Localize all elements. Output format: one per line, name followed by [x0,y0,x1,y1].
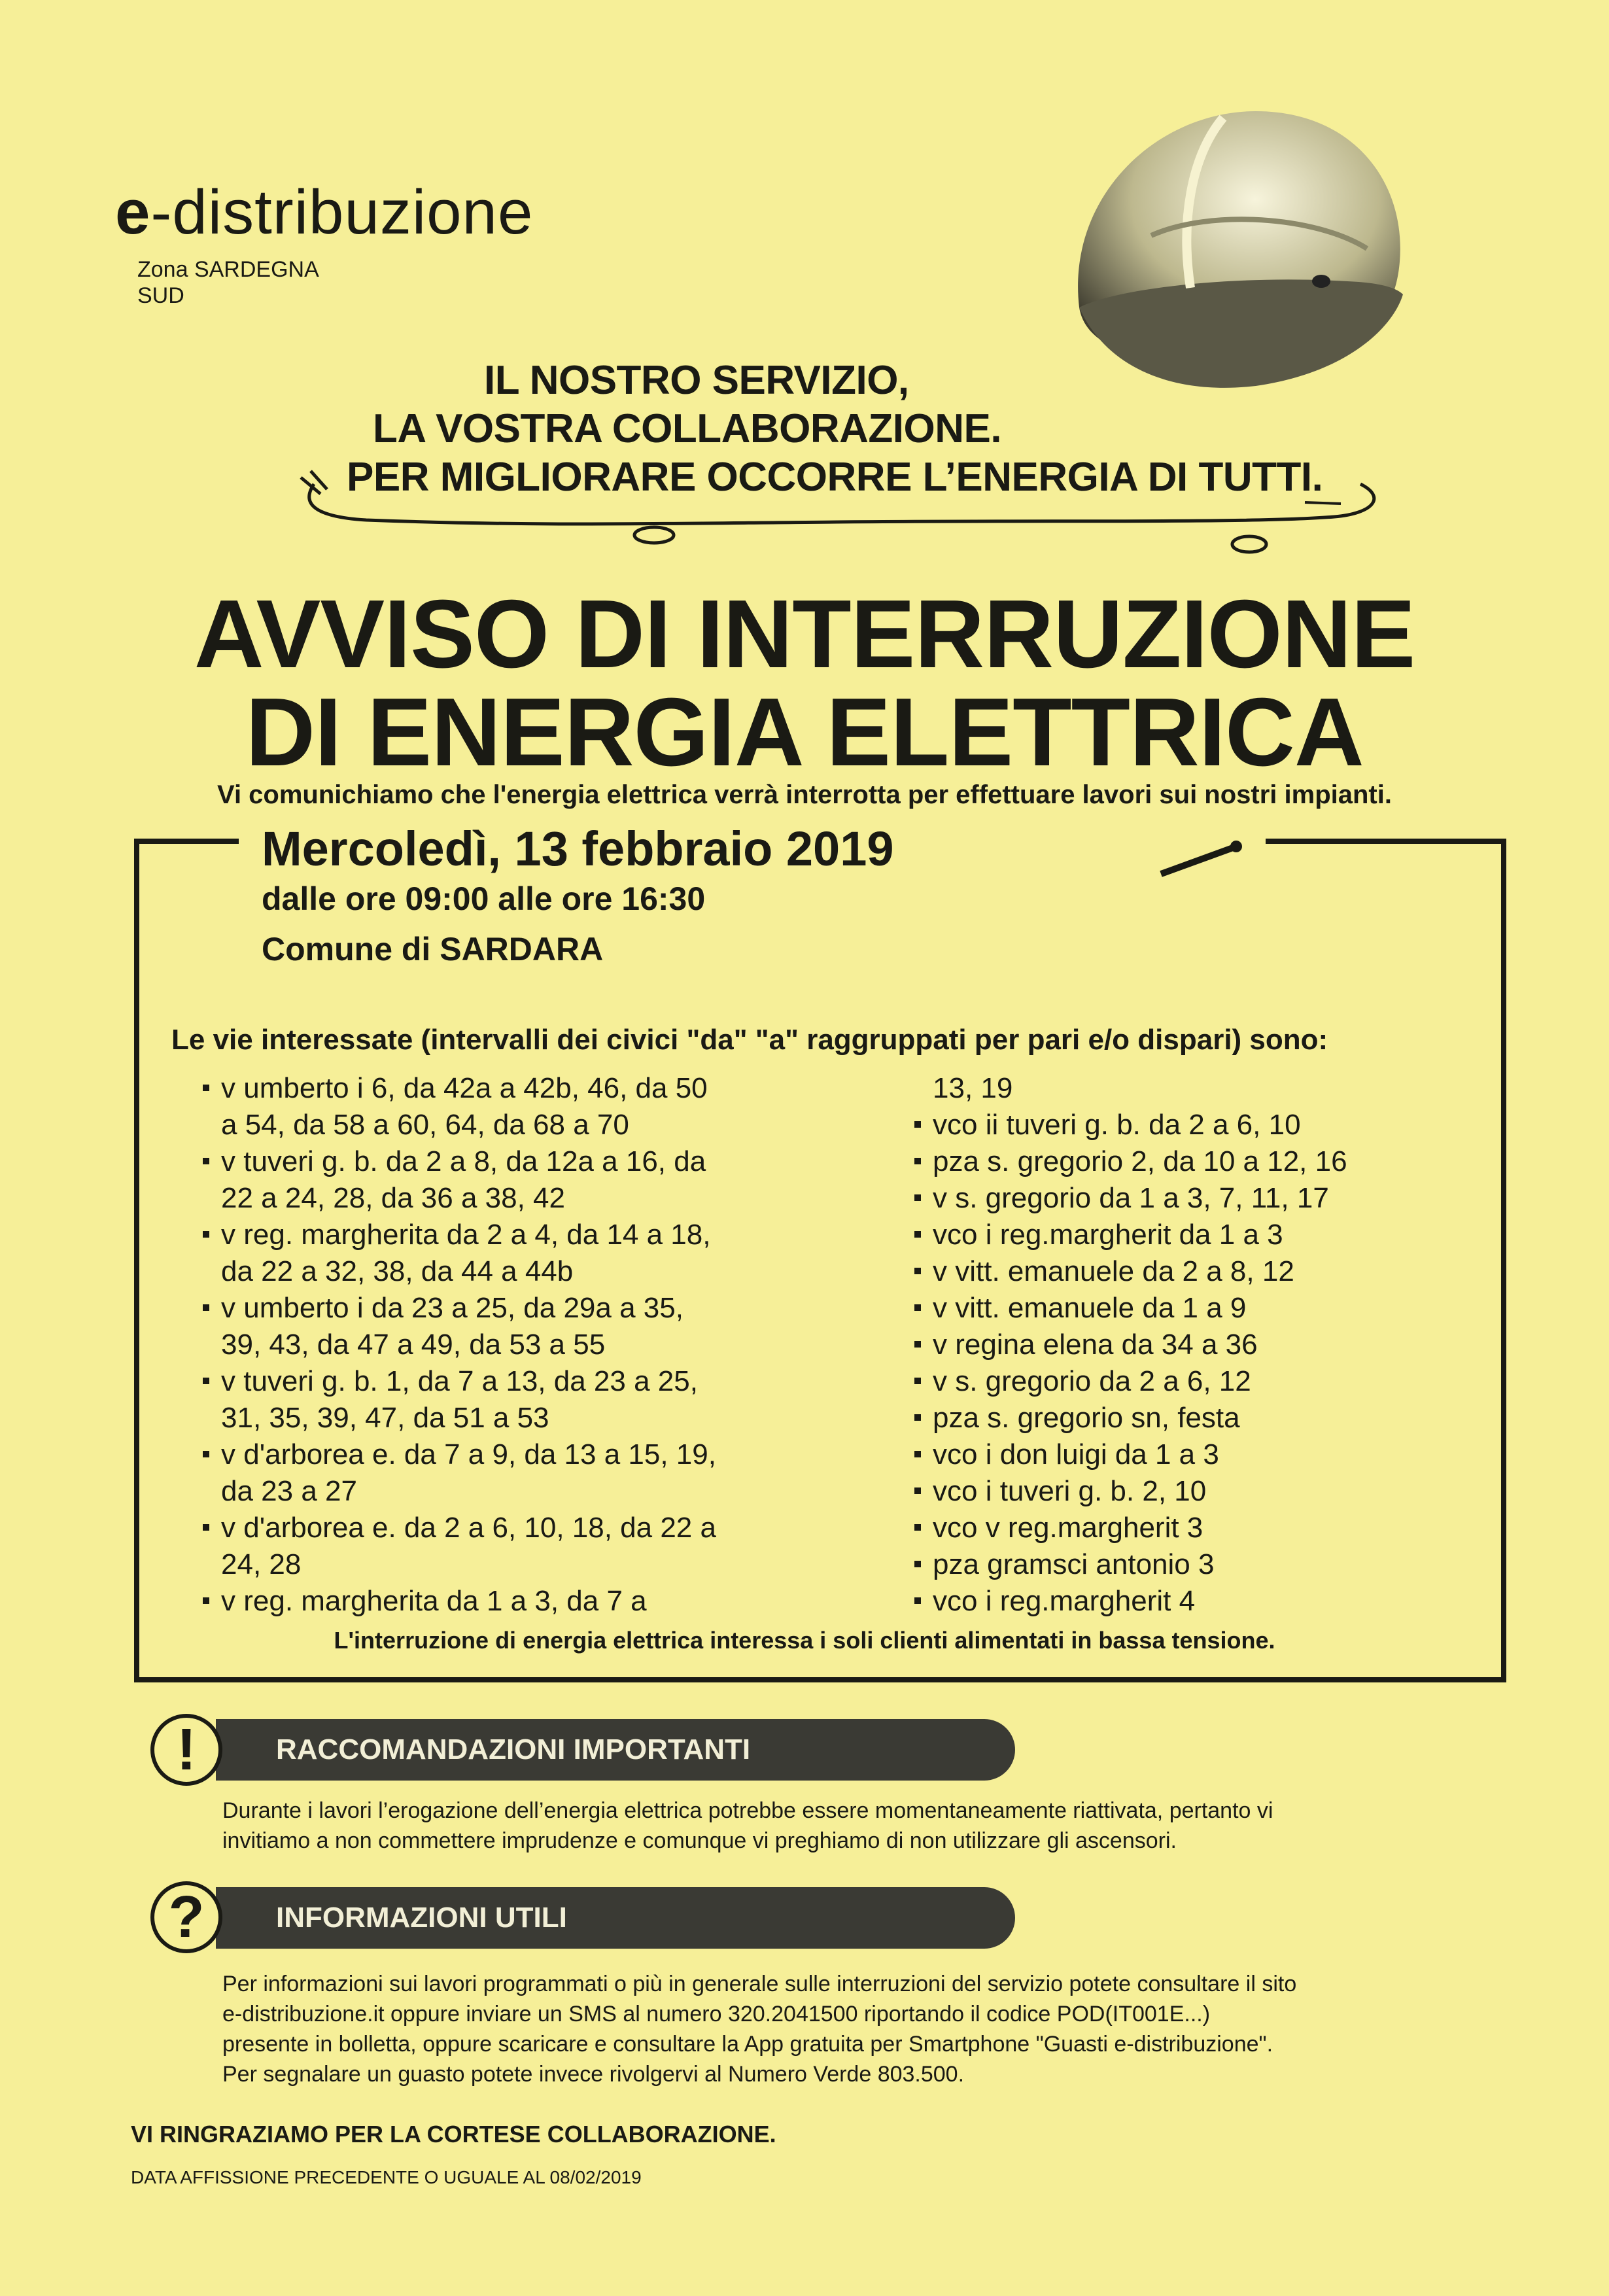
street-line: v umberto i 6, da 42a a 42b, 46, da 50 [221,1072,708,1104]
street-line: v d'arborea e. da 2 a 6, 10, 18, da 22 a [221,1512,716,1544]
street-continuation: 13, 19 [933,1072,1013,1104]
street-item [914,1400,1490,1436]
bullet [203,1158,209,1164]
bullet [914,1378,921,1384]
info-text [222,1969,1296,2089]
street-line: 31, 35, 39, 47, da 51 a 53 [221,1402,549,1434]
street-item [914,1546,1490,1583]
street-item [914,1436,1490,1473]
paragraph-line: Durante i lavori l’erogazione dell’energia elettrica potrebbe essere momentaneamente riattivata, pertanto vi [222,1798,1273,1823]
slogan-line-3: PER MIGLIORARE OCCORRE L’ENERGIA DI TUTTI. [347,455,1323,500]
bullet [914,1524,921,1531]
street-line: pza s. gregorio sn, festa [933,1402,1240,1434]
street-line: v reg. margherita da 2 a 4, da 14 a 18, [221,1219,711,1251]
street-line: v d'arborea e. da 7 a 9, da 13 a 15, 19, [221,1438,716,1470]
street-line: pza s. gregorio 2, da 10 a 12, 16 [933,1145,1347,1177]
street-line: vco ii tuveri g. b. da 2 a 6, 10 [933,1109,1301,1141]
street-item [914,1583,1490,1620]
zone-line-2: SUD [137,283,184,308]
street-line: v vitt. emanuele da 1 a 9 [933,1292,1247,1324]
bullet [203,1304,209,1311]
bullet [914,1451,921,1457]
street-item [203,1436,778,1510]
bullet [914,1487,921,1494]
street-item [914,1290,1490,1327]
street-line: 39, 43, da 47 a 49, da 53 a 55 [221,1329,606,1361]
street-line: v tuveri g. b. 1, da 7 a 13, da 23 a 25, [221,1365,698,1397]
low-voltage-note: L'interruzione di energia elettrica interessa i soli clienti alimentati in bassa tensione. [334,1627,1275,1654]
outage-comune: Comune di SARDARA [262,931,604,967]
street-line: vco i tuveri g. b. 2, 10 [933,1475,1207,1507]
bullet [203,1597,209,1604]
street-line: v s. gregorio da 1 a 3, 7, 11, 17 [933,1182,1329,1214]
street-line: da 22 a 32, 38, da 44 a 44b [221,1255,574,1287]
bullet [914,1561,921,1567]
bullet [914,1414,921,1421]
street-item [203,1583,778,1620]
street-item [914,1180,1490,1217]
bullet [203,1085,209,1091]
street-item [203,1510,778,1583]
bullet [203,1524,209,1531]
slogan-line-2: LA VOSTRA COLLABORAZIONE. [373,406,1002,451]
slogan-line-1: IL NOSTRO SERVIZIO, [484,358,909,403]
info-bar [216,1887,1015,1949]
title-line-2: DI ENERGIA ELETTRICA [245,678,1364,786]
paragraph-line: Per segnalare un guasto potete invece rivolgervi al Numero Verde 803.500. [222,2062,965,2087]
streets-heading: Le vie interessate (intervalli dei civici "da" "a" raggruppati per pari e/o dispari) sono: [171,1024,1328,1056]
brand-logo [115,177,533,249]
streets-column-1 [203,1070,778,1620]
outage-time: dalle ore 09:00 alle ore 16:30 [262,880,706,917]
street-item [203,1290,778,1363]
street-item [914,1253,1490,1290]
street-item [203,1363,778,1436]
street-line: vco i reg.margherit 4 [933,1585,1196,1617]
street-line: a 54, da 58 a 60, 64, da 68 a 70 [221,1109,629,1141]
street-line: v vitt. emanuele da 2 a 8, 12 [933,1255,1294,1287]
thanks-line: VI RINGRAZIAMO PER LA CORTESE COLLABORAZIONE. [131,2121,776,2148]
recommendations-title: RACCOMANDAZIONI IMPORTANTI [216,1719,1015,1781]
street-line: vco i don luigi da 1 a 3 [933,1438,1219,1470]
bullet [203,1451,209,1457]
paragraph-line: e-distribuzione.it oppure inviare un SMS al numero 320.2041500 riportando il codice POD(IT001E...) [222,2002,1211,2026]
bullet [914,1341,921,1348]
street-item [914,1217,1490,1253]
streets-column-2 [914,1070,1490,1620]
paragraph-line: Per informazioni sui lavori programmati o più in generale sulle interruzioni del servizio potete consultare il sito [222,1972,1297,1996]
street-line: v s. gregorio da 2 a 6, 12 [933,1365,1251,1397]
question-icon: ? [150,1881,222,1953]
street-line: v tuveri g. b. da 2 a 8, da 12a a 16, da [221,1145,706,1177]
info-title: INFORMAZIONI UTILI [216,1887,1015,1949]
street-line: 22 a 24, 28, da 36 a 38, 42 [221,1182,566,1214]
paragraph-line: invitiamo a non commettere imprudenze e comunque vi preghiamo di non utilizzare gli ascensori. [222,1828,1177,1853]
street-line: 24, 28 [221,1548,302,1580]
recommendations-text [222,1796,1273,1856]
street-item [914,1363,1490,1400]
bullet [914,1304,921,1311]
street-item [914,1473,1490,1510]
bullet [914,1158,921,1164]
street-line: v umberto i da 23 a 25, da 29a a 35, [221,1292,683,1324]
outage-date: Mercoledì, 13 febbraio 2019 [262,822,894,876]
affix-date: DATA AFFISSIONE PRECEDENTE O UGUALE AL 08/02/2019 [131,2167,642,2187]
bullet [914,1194,921,1201]
logo-e-mark: e [115,177,151,247]
street-item [914,1510,1490,1546]
street-line: v reg. margherita da 1 a 3, da 7 a [221,1585,647,1617]
bullet [203,1378,209,1384]
intro-text: Vi comunichiamo che l'energia elettrica verrà interrotta per effettuare lavori sui nostri impianti. [217,780,1392,809]
street-item [914,1107,1490,1143]
street-line: vco i reg.margherit da 1 a 3 [933,1219,1283,1251]
bullet [203,1231,209,1238]
street-item [203,1143,778,1217]
street-item [203,1217,778,1290]
zone-label [137,256,319,309]
street-item [914,1143,1490,1180]
title-line-1: AVVISO DI INTERRUZIONE [194,580,1415,688]
bullet [914,1231,921,1238]
street-line: pza gramsci antonio 3 [933,1548,1215,1580]
recommendations-bar [216,1719,1015,1781]
zone-line-1: Zona SARDEGNA [137,257,319,282]
logo-text: -distribuzione [150,177,534,247]
exclamation-icon: ! [150,1714,222,1786]
street-line: da 23 a 27 [221,1475,357,1507]
street-line: v regina elena da 34 a 36 [933,1329,1258,1361]
bullet [914,1121,921,1128]
paragraph-line: presente in bolletta, oppure scaricare e consultare la App gratuita per Smartphone "Guasti e-distribuzione". [222,2032,1273,2057]
cable-decoration [275,458,1387,556]
bullet [914,1268,921,1274]
street-item [203,1070,778,1143]
bullet [914,1597,921,1604]
street-item [914,1327,1490,1363]
page-title [0,580,1609,786]
street-line: vco v reg.margherit 3 [933,1512,1203,1544]
